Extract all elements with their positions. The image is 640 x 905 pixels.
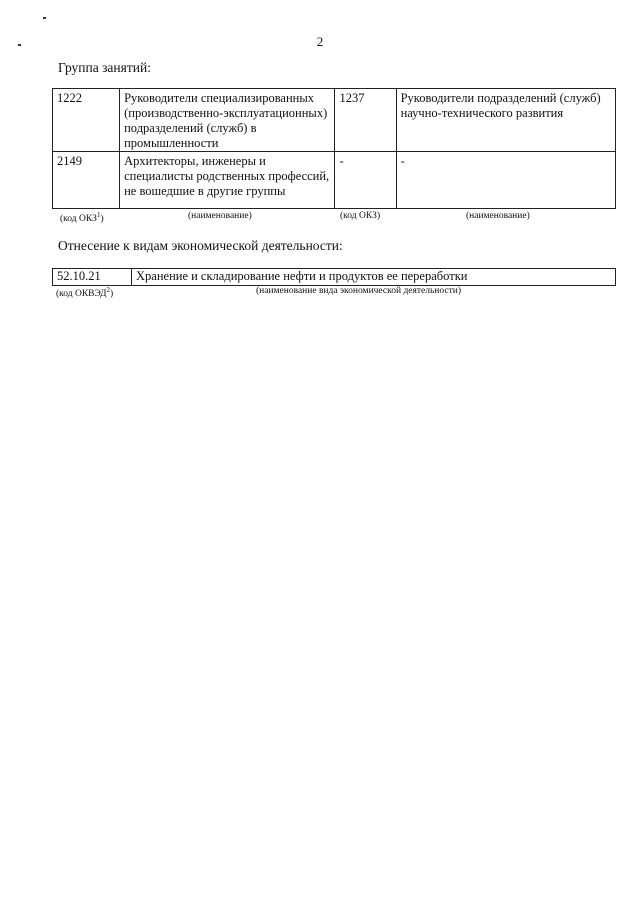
- okz-code-caption: (код ОКЗ$^1$): [60, 211, 104, 225]
- activity-name-caption: (наименование вида экономической деятельности): [256, 286, 461, 296]
- page-number: 2: [316, 34, 324, 49]
- economic-activity-table: [52, 268, 616, 286]
- okz-name-cell: Руководители специализированных (производственно-эксплуатационных) подразделений (служб) в промышленности: [120, 89, 335, 152]
- okved-name-cell: Хранение и складирование нефти и продуктов ее переработки: [132, 269, 616, 286]
- table-row: [53, 89, 616, 152]
- table-row: [53, 152, 616, 209]
- okz-code-cell: 1237: [335, 89, 396, 152]
- okved-code-cell: 52.10.21: [53, 269, 132, 286]
- okved-code-caption: (код ОКВЭД$^2$): [56, 286, 114, 300]
- table-row: [53, 269, 616, 286]
- name-caption: (наименование): [188, 211, 252, 221]
- okz-code-cell: 2149: [53, 152, 120, 209]
- okz-code-caption: (код ОКЗ): [340, 211, 381, 221]
- scan-speck: [43, 17, 46, 19]
- okz-code-cell: -: [335, 152, 396, 209]
- okz-name-cell: -: [396, 152, 615, 209]
- occupation-group-table: [52, 88, 616, 209]
- okz-name-cell: Руководители подразделений (служб) научно-технического развития: [396, 89, 615, 152]
- name-caption: (наименование): [466, 211, 530, 221]
- economic-activity-heading: Отнесение к видам экономической деятельности:: [58, 238, 343, 253]
- occupation-group-heading: Группа занятий:: [58, 60, 151, 75]
- okz-code-cell: 1222: [53, 89, 120, 152]
- okz-name-cell: Архитекторы, инженеры и специалисты родственных профессий, не вошедшие в другие группы: [120, 152, 335, 209]
